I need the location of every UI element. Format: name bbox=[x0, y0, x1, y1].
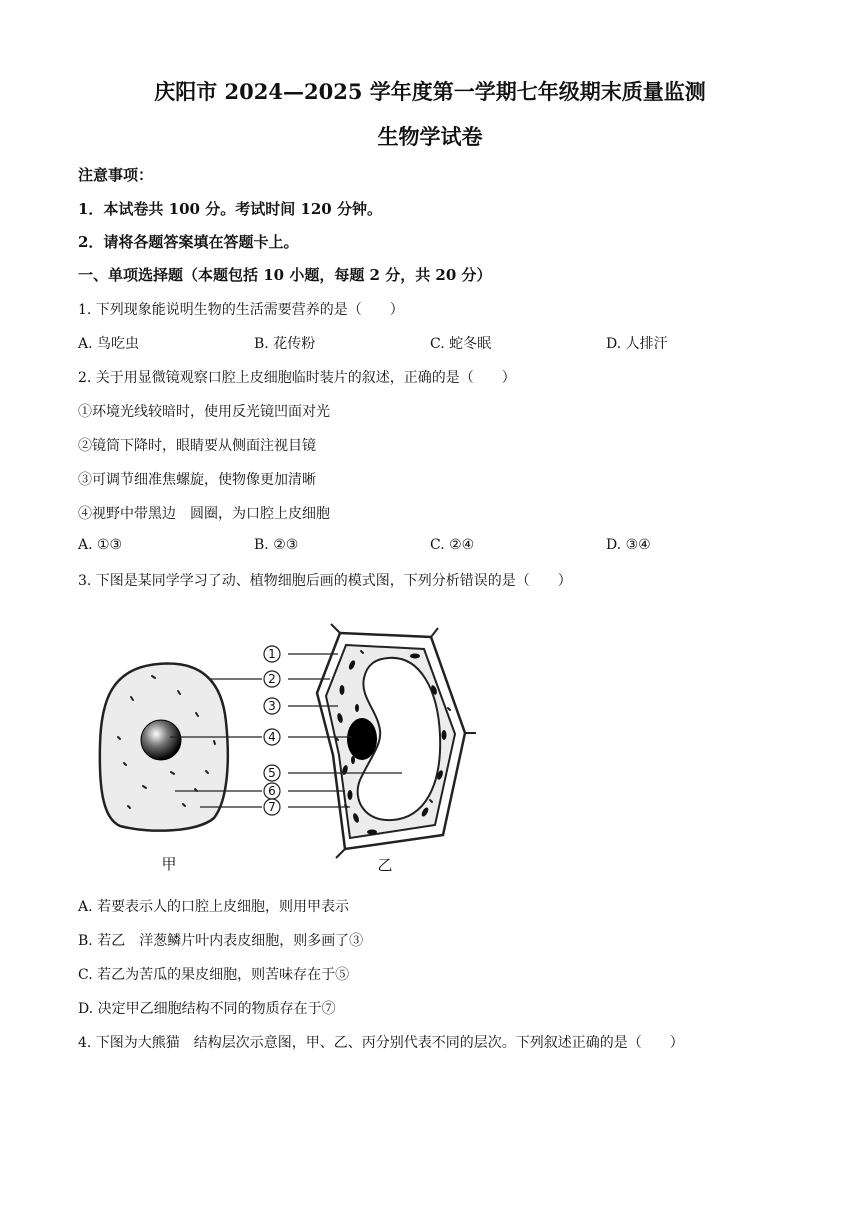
q1-option-d: D. 人排汗 bbox=[606, 336, 668, 352]
section-heading: 一、单项选择题（本题包括 10 小题，每题 2 分，共 20 分） bbox=[78, 266, 492, 284]
q2-statement-3: ③可调节细准焦螺旋，使物像更加清晰 bbox=[78, 472, 316, 488]
q2-option-b: B. ②③ bbox=[254, 537, 299, 553]
q2-stem: 2. 关于用显微镜观察口腔上皮细胞临时装片的叙述，正确的是（ ） bbox=[78, 370, 516, 386]
q3-option-a: A. 若要表示人的口腔上皮细胞，则用甲表示 bbox=[78, 899, 350, 915]
q2-option-a: A. ①③ bbox=[78, 537, 123, 553]
q1-option-c: C. 蛇冬眠 bbox=[430, 336, 492, 352]
notice-heading: 注意事项： bbox=[78, 166, 154, 184]
page-title: 庆阳市 2024—2025 学年度第一学期七年级期末质量监测 bbox=[154, 79, 706, 104]
q1-stem: 1. 下列现象能说明生物的生活需要营养的是（ ） bbox=[78, 302, 404, 318]
cell-a-label: 甲 bbox=[161, 855, 177, 873]
label-2: 2 bbox=[268, 672, 276, 686]
q3-option-d: D. 决定甲乙细胞结构不同的物质存在于⑦ bbox=[78, 1001, 336, 1017]
q4-stem: 4. 下图为大熊猫 结构层次示意图，甲、乙、丙分别代表不同的层次。下列叙述正确的是（ ） bbox=[78, 1035, 684, 1051]
q2-option-d: D. ③④ bbox=[606, 537, 651, 553]
notice-item-2: 2．请将各题答案填在答题卡上。 bbox=[78, 233, 299, 251]
q1-option-b: B. 花传粉 bbox=[254, 336, 316, 352]
label-7: 7 bbox=[268, 800, 276, 814]
q3-option-b: B. 若乙 洋葱鳞片叶内表皮细胞，则多画了③ bbox=[78, 933, 364, 949]
q2-statement-2: ②镜筒下降时，眼睛要从侧面注视目镜 bbox=[78, 438, 316, 454]
q2-statement-1: ①环境光线较暗时，使用反光镜凹面对光 bbox=[78, 404, 330, 420]
label-1: 1 bbox=[268, 647, 276, 661]
q3-stem: 3. 下图是某同学学习了动、植物细胞后画的模式图，下列分析错误的是（ ） bbox=[78, 573, 572, 589]
q2-option-c: C. ②④ bbox=[430, 537, 475, 553]
label-5: 5 bbox=[268, 766, 276, 780]
q3-option-c: C. 若乙为苦瓜的果皮细胞，则苦味存在于⑤ bbox=[78, 967, 350, 983]
q2-statement-4: ④视野中带黑边 圆圈，为口腔上皮细胞 bbox=[78, 506, 330, 522]
page-subtitle: 生物学试卷 bbox=[377, 124, 483, 149]
animal-cell bbox=[100, 663, 228, 830]
notice-item-1: 1．本试卷共 100 分。考试时间 120 分钟。 bbox=[78, 200, 382, 218]
label-3: 3 bbox=[268, 699, 276, 713]
label-6: 6 bbox=[268, 784, 276, 798]
label-4: 4 bbox=[268, 730, 276, 744]
plant-cell bbox=[317, 624, 476, 858]
q1-option-a: A. 鸟吃虫 bbox=[78, 336, 140, 352]
cell-b-label: 乙 bbox=[377, 856, 393, 874]
